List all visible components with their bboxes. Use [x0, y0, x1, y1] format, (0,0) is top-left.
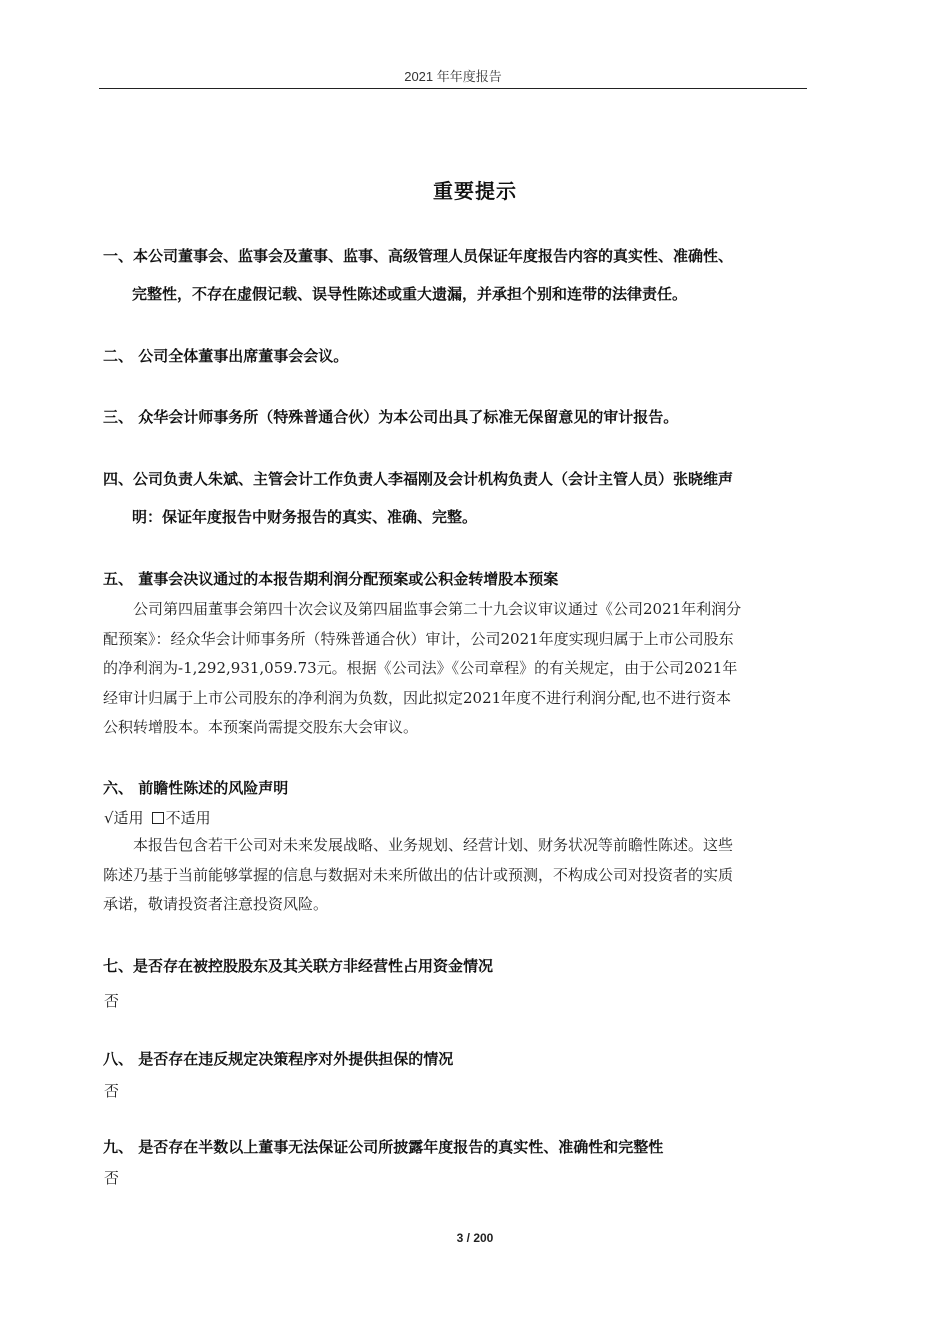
section-4-line-1: 四、公司负责人朱斌、主管会计工作负责人李福刚及会计机构负责人（会计主管人员）张晓维声 — [103, 470, 734, 488]
section-6-body-line: 本报告包含若干公司对未来发展战略、业务规划、经营计划、财务状况等前瞻性陈述。这些 — [103, 836, 734, 854]
section-1-line-2: 完整性，不存在虚假记载、误导性陈述或重大遗漏，并承担个别和连带的法律责任。 — [132, 285, 688, 303]
not-applicable-option: 不适用 — [165, 809, 211, 827]
applicable-option: √适用 — [104, 809, 144, 827]
applicability-options — [104, 807, 211, 828]
section-5-heading: 五、 董事会决议通过的本报告期利润分配预案或公积金转增股本预案 — [103, 570, 559, 588]
page-title: 重要提示 — [433, 179, 517, 203]
section-8-heading: 八、 是否存在违反规定决策程序对外提供担保的情况 — [103, 1050, 454, 1068]
header-divider — [99, 88, 807, 89]
section-6-body-line: 承诺，敬请投资者注意投资风险。 — [103, 895, 329, 913]
section-9-answer: 否 — [104, 1169, 120, 1187]
checkbox-icon — [152, 812, 164, 824]
page-number: 3 / 200 — [456, 1231, 494, 1245]
section-6-body-line: 陈述乃基于当前能够掌握的信息与数据对未来所做出的估计或预测，不构成公司对投资者的实质 — [103, 865, 734, 884]
report-header-title: 2021 年年度报告 — [404, 69, 502, 84]
section-5-body-line: 配预案》：经众华会计师事务所（特殊普通合伙）审计，公司2021年度实现归属于上市公司股东 — [103, 629, 734, 648]
section-4-line-2: 明：保证年度报告中财务报告的真实、准确、完整。 — [132, 508, 478, 526]
section-3: 三、 众华会计师事务所（特殊普通合伙）为本公司出具了标准无保留意见的审计报告。 — [103, 408, 679, 426]
section-5-body-line: 经审计归属于上市公司股东的净利润为负数，因此拟定2021年度不进行利润分配,也不进行资本 — [103, 688, 731, 707]
section-1-line-1: 一、本公司董事会、监事会及董事、监事、高级管理人员保证年度报告内容的真实性、准确性、 — [103, 247, 734, 265]
section-7-answer: 否 — [104, 992, 120, 1010]
section-9-heading: 九、 是否存在半数以上董事无法保证公司所披露年度报告的真实性、准确性和完整性 — [103, 1138, 664, 1156]
section-8-answer: 否 — [104, 1082, 120, 1100]
section-7-heading: 七、是否存在被控股股东及其关联方非经营性占用资金情况 — [103, 957, 494, 975]
section-5-body-line: 公积转增股本。本预案尚需提交股东大会审议。 — [103, 718, 419, 736]
section-5-body-line: 的净利润为-1,292,931,059.73元。根据《公司法》《公司章程》的有关规定，由于公司2021年 — [103, 659, 738, 677]
section-6-heading: 六、 前瞻性陈述的风险声明 — [103, 779, 289, 797]
section-6-body — [103, 831, 813, 920]
section-5-body — [103, 595, 813, 743]
section-2: 二、 公司全体董事出席董事会会议。 — [103, 347, 349, 365]
section-5-body-line: 公司第四届董事会第四十次会议及第四届监事会第二十九会议审议通过《公司2021年利润分 — [103, 600, 742, 618]
